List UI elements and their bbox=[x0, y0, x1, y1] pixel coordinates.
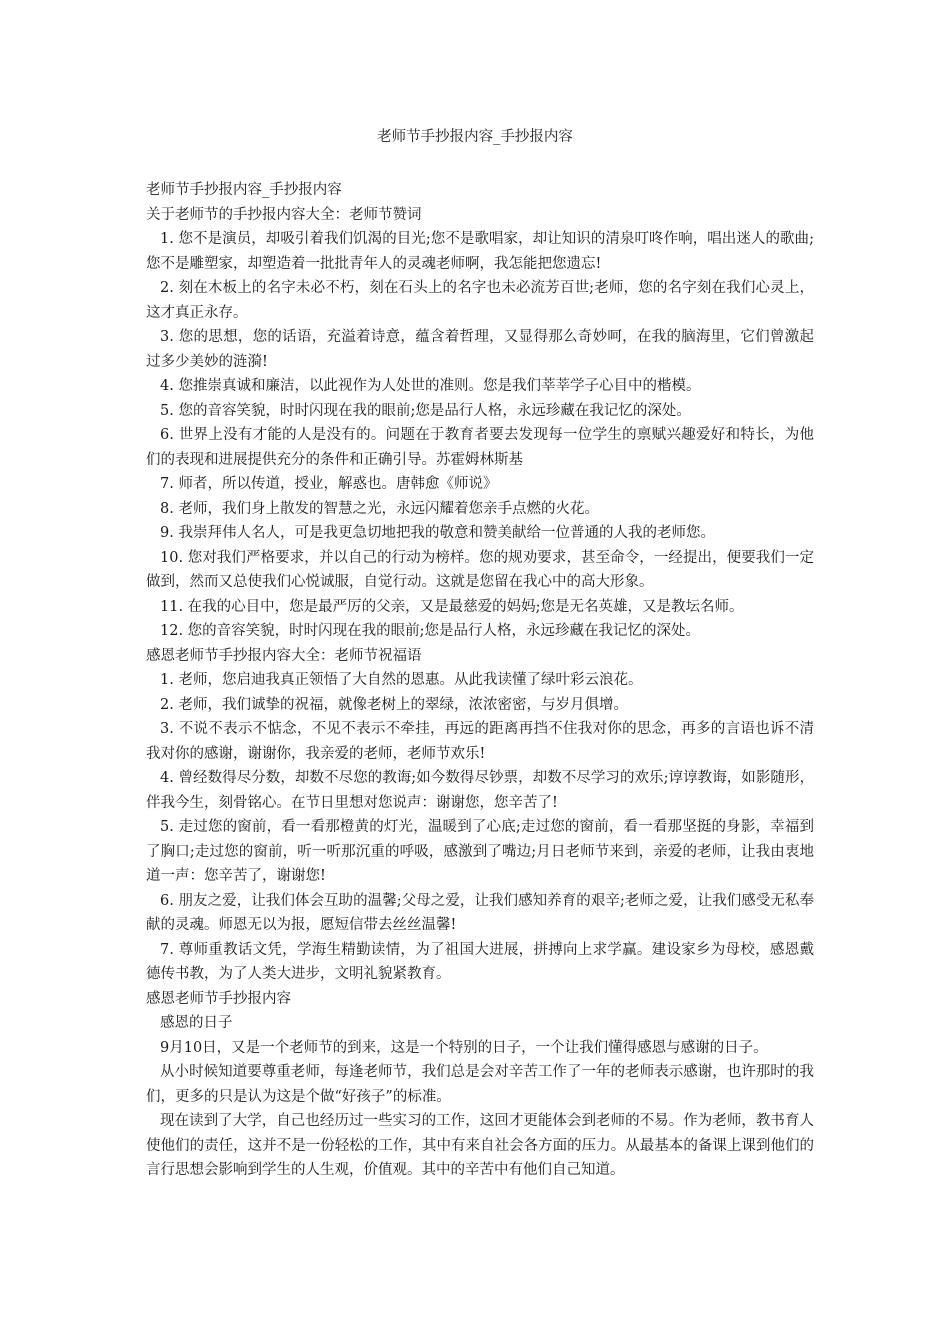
paragraph: 8. 老师，我们身上散发的智慧之光，永远闪耀着您亲手点燃的火花。 bbox=[160, 500, 599, 517]
paragraph: 7. 尊师重教话文凭，学海生精勤读情，为了祖国大进展，拼搏向上求学赢。建设家乡为母校，感恩戴德传书教，为了人类大进步，文明礼貌紧教育。 bbox=[146, 941, 814, 982]
paragraph: 6. 朋友之爱，让我们体会互助的温馨;父母之爱，让我们感知养育的艰辛;老师之爱，让我们感受无私奉献的灵魂。师恩无以为报，愿短信带去丝丝温馨! bbox=[146, 892, 814, 933]
paragraph: 10. 您对我们严格要求，并以自己的行动为榜样。您的规劝要求，甚至命令，一经提出，便要我们一定做到，然而又总使我们心悦诚服，自觉行动。这就是您留在我心中的高大形象。 bbox=[146, 549, 814, 590]
paragraph: 感恩老师节手抄报内容大全：老师节祝福语 bbox=[146, 647, 422, 664]
paragraph: 9月10日，又是一个老师节的到来，这是一个特别的日子，一个让我们懂得感恩与感谢的日子。 bbox=[160, 1039, 768, 1056]
paragraph: 2. 老师，我们诚挚的祝福，就像老树上的翠绿，浓浓密密，与岁月俱增。 bbox=[160, 696, 628, 713]
paragraph: 现在读到了大学，自己也经历过一些实习的工作，这回才更能体会到老师的不易。作为老师，教书育人使他们的责任，这并不是一份轻松的工作，其中有来自社会各方面的压力。从最基本的备课上课到他们的言行思想会影响到学生的人生观，价值观。其中的辛苦中有他们自己知道。 bbox=[146, 1113, 814, 1178]
paragraph: 9. 我崇拜伟人名人，可是我更急切地把我的敬意和赞美献给一位普通的人我的老师您。 bbox=[160, 525, 715, 541]
paragraph: 7. 师者，所以传道，授业，解惑也。唐韩愈《师说》 bbox=[160, 476, 498, 492]
paragraph: 2. 刻在木板上的名字未必不朽，刻在石头上的名字也未必流芳百世;老师，您的名字刻在我们心灵上，这才真正永存。 bbox=[146, 280, 814, 321]
paragraph: 老师节手抄报内容_手抄报内容 bbox=[146, 182, 342, 198]
paragraph: 4. 曾经数得尽分数，却数不尽您的教诲;如今数得尽钞票，却数不尽学习的欢乐;谆谆教诲，如影随形，伴我今生，刻骨铭心。在节日里想对您说声：谢谢您，您辛苦了! bbox=[146, 770, 814, 811]
paragraph: 从小时候知道要尊重老师，每逢老师节，我们总是会对辛苦工作了一年的老师表示感谢，也许那时的我们，更多的只是认为这是个做“好孩子”的标准。 bbox=[146, 1064, 814, 1105]
paragraph: 3. 不说不表示不惦念，不见不表示不牵挂，再远的距离再挡不住我对你的思念，再多的言语也诉不清我对你的感谢，谢谢你，我亲爱的老师，老师节欢乐! bbox=[146, 721, 814, 762]
paragraph: 12. 您的音容笑貌，时时闪现在我的眼前;您是品行人格，永远珍藏在我记忆的深处。 bbox=[160, 623, 701, 639]
paragraph: 感恩的日子 bbox=[160, 1015, 233, 1031]
page-title: 老师节手抄报内容_手抄报内容 bbox=[377, 129, 573, 145]
paragraph: 11. 在我的心目中，您是最严厉的父亲，又是最慈爱的妈妈;您是无名英雄，又是教坛名师。 bbox=[160, 598, 744, 615]
paragraph: 4. 您推崇真诚和廉洁，以此视作为人处世的准则。您是我们莘莘学子心目中的楷模。 bbox=[160, 378, 701, 394]
paragraph: 感恩老师节手抄报内容 bbox=[146, 990, 291, 1007]
paragraph: 1. 老师，您启迪我真正领悟了大自然的恩惠。从此我读懂了绿叶彩云浪花。 bbox=[160, 672, 643, 688]
paragraph: 5. 您的音容笑貌，时时闪现在我的眼前;您是品行人格，永远珍藏在我记忆的深处。 bbox=[160, 402, 691, 419]
paragraph: 1. 您不是演员，却吸引着我们饥渴的目光;您不是歌唱家，却让知识的清泉叮咚作响，唱出迷人的歌曲;您不是雕塑家，却塑造着一批批青年人的灵魂老师啊，我怎能把您遗忘! bbox=[146, 231, 814, 272]
paragraph: 3. 您的思想，您的话语，充溢着诗意，蕴含着哲理，又显得那么奇妙呵，在我的脑海里，它们曾激起过多少美妙的涟漪! bbox=[146, 329, 814, 370]
paragraph: 6. 世界上没有才能的人是没有的。问题在于教育者要去发现每一位学生的禀赋兴趣爱好和特长，为他们的表现和进展提供充分的条件和正确引导。苏霍姆林斯基 bbox=[146, 427, 814, 468]
document-body bbox=[146, 178, 814, 1183]
paragraph: 关于老师节的手抄报内容大全：老师节赞词 bbox=[146, 206, 422, 223]
paragraph: 5. 走过您的窗前，看一看那橙黄的灯光，温暖到了心底;走过您的窗前，看一看那坚挺的身影，幸福到了胸口;走过您的窗前，听一听那沉重的呼吸，感激到了嘴边;月日老师节来到，亲爱的老师，让我由衷地道一声：您辛苦了，谢谢您! bbox=[146, 819, 814, 884]
